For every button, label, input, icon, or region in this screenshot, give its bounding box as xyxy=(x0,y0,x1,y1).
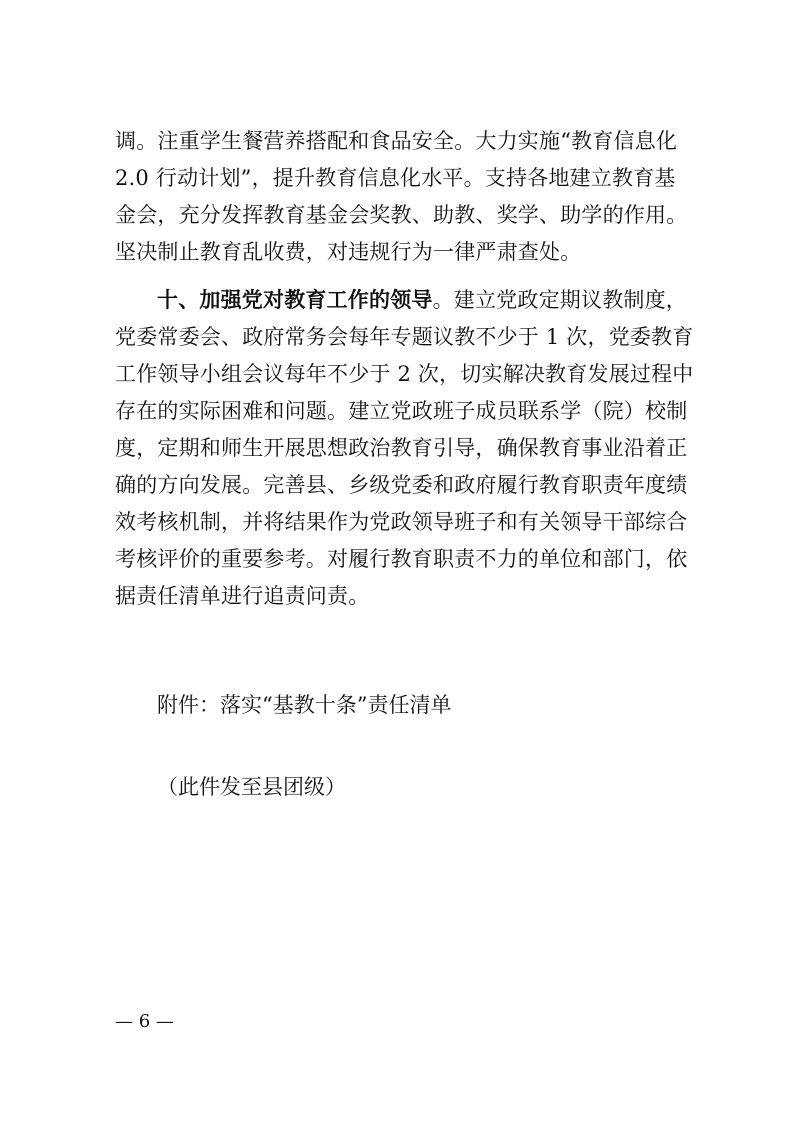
page-number: — 6 — xyxy=(115,1011,174,1032)
paragraph-line: 据责任清单进行追责问责。 xyxy=(115,584,370,608)
paragraph-line: 存在的实际困难和问题。建立党政班子成员联系学（院）校制 xyxy=(115,399,688,423)
paragraph-line: 度，定期和师生开展思想政治教育引导，确保教育事业沿着正 xyxy=(115,436,688,460)
section-heading-line xyxy=(157,283,688,317)
paragraph-line: 2.0 行动计划”，提升教育信息化水平。支持各地建立教育基 xyxy=(115,166,676,190)
section-heading-rest: 。建立党政定期议教制度， xyxy=(432,288,688,312)
paragraph-line: 金会，充分发挥教育基金会奖教、助教、奖学、助学的作用。 xyxy=(115,203,688,227)
section-heading: 十、加强党对教育工作的领导 xyxy=(157,287,433,312)
distribution-scope: （此件发至县团级） xyxy=(157,775,346,799)
paragraph-line: 确的方向发展。完善县、乡级党委和政府履行教育职责年度绩 xyxy=(115,473,688,497)
paragraph-line: 工作领导小组会议每年不少于 2 次，切实解决教育发展过程中 xyxy=(115,362,694,386)
paragraph-line: 党委常委会、政府常务会每年专题议教不少于 1 次，党委教育 xyxy=(115,325,694,349)
attachment-note: 附件：落实“基教十条”责任清单 xyxy=(157,693,452,717)
paragraph-line: 效考核机制，并将结果作为党政领导班子和有关领导干部综合 xyxy=(115,510,688,534)
paragraph-line: 坚决制止教育乱收费，对违规行为一律严肃查处。 xyxy=(115,240,582,264)
paragraph-line: 调。注重学生餐营养搭配和食品安全。大力实施“教育信息化 xyxy=(115,129,678,153)
paragraph-line: 考核评价的重要参考。对履行教育职责不力的单位和部门，依 xyxy=(115,547,688,571)
